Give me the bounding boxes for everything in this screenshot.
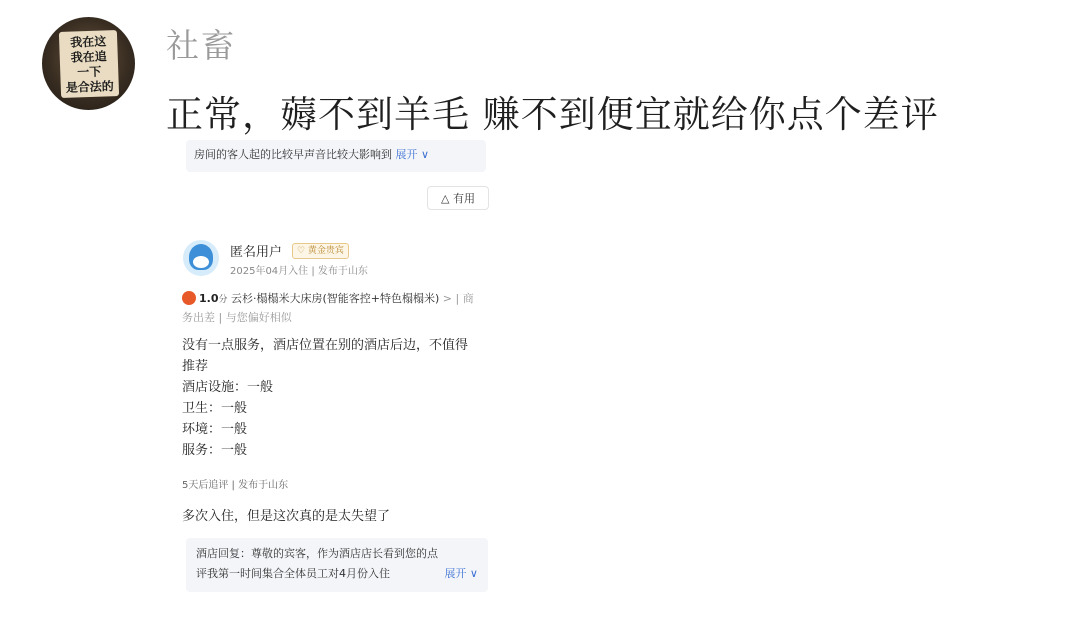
hotel-reply-line: 酒店回复：尊敬的宾客，作为酒店店长看到您的点 xyxy=(196,547,438,560)
rating-line: 1.0分 云杉·榻榻米大床房(智能客控+特色榻榻米) > | 商 务出差 | 与您偏好相似 xyxy=(182,292,474,324)
review-line: 没有一点服务，酒店位置在别的酒店后边，不值得 xyxy=(182,338,469,353)
followup-text: 多次入住，但是这次真的是太失望了 xyxy=(182,509,391,524)
expand-link[interactable]: 展开 ∨ xyxy=(395,148,430,161)
reviewer-avatar xyxy=(183,240,219,276)
review-line: 推荐 xyxy=(182,359,209,374)
reviewer-name: 匿名用户 xyxy=(230,245,283,260)
hotel-reply-line: 评我第一时间集合全体员工对4月份入住 xyxy=(196,567,390,580)
avatar[interactable] xyxy=(42,17,135,110)
avatar-sign-line: 我在追 xyxy=(70,49,107,65)
review-body xyxy=(182,335,488,461)
hotel-reply xyxy=(186,538,488,592)
review-line: 服务：一般 xyxy=(182,443,248,458)
sad-face-icon xyxy=(182,291,196,305)
review-line: 卫生：一般 xyxy=(182,401,248,416)
useful-button[interactable]: △ 有用 xyxy=(427,186,489,210)
trip-type-tag: 务出差 xyxy=(182,311,215,324)
preference-tag: | 与您偏好相似 xyxy=(215,311,292,324)
avatar-sign-line: 我在这 xyxy=(69,34,107,50)
comment-text: 正常，薅不到羊毛 赚不到便宜就给你点个差评 xyxy=(166,93,939,136)
review-line: 环境：一般 xyxy=(182,422,248,437)
member-badge: ♡ 黄金贵宾 xyxy=(292,243,349,259)
reviewer-meta: 2025年04月入住 | 发布于山东 xyxy=(230,266,368,277)
username[interactable]: 社畜 xyxy=(166,26,236,65)
previous-review-snippet: 房间的客人起的比较早声音比较大影响到 展开 ∨ xyxy=(186,140,486,172)
rating-score: 1.0分 xyxy=(199,292,228,305)
review-line: 酒店设施：一般 xyxy=(182,380,274,395)
avatar-sign xyxy=(59,30,119,98)
avatar-sign-line: 一下 xyxy=(77,64,102,80)
followup-meta: 5天后追评 | 发布于山东 xyxy=(182,480,289,491)
attached-screenshot[interactable] xyxy=(178,140,490,610)
room-type: 云杉·榻榻米大床房(智能客控+特色榻榻米) xyxy=(231,292,440,305)
avatar-sign-line: 是合法的 xyxy=(65,79,115,95)
reply-expand-link[interactable]: 展开 ∨ xyxy=(440,564,478,584)
